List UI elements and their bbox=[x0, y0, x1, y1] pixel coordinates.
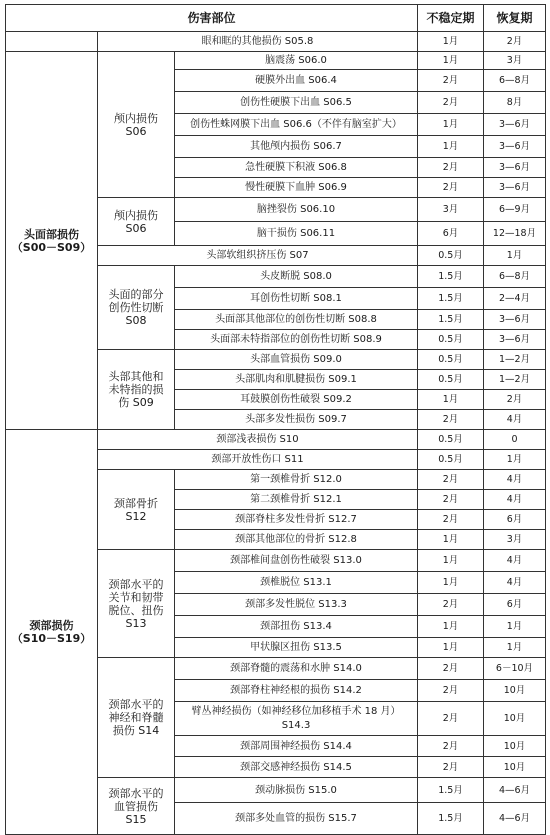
recovery-period: 3—6月 bbox=[484, 114, 546, 136]
header-recovery-period: 恢复期 bbox=[484, 5, 546, 32]
injury-name: 创伤性硬膜下出血 S06.5 bbox=[175, 92, 418, 114]
recovery-period: 6—8月 bbox=[484, 70, 546, 92]
injury-name: 头部肌肉和肌腱损伤 S09.1 bbox=[175, 370, 418, 390]
table-row bbox=[6, 52, 546, 70]
unstable-period: 1月 bbox=[418, 530, 484, 550]
recovery-period: 3—6月 bbox=[484, 178, 546, 198]
recovery-period: 6月 bbox=[484, 510, 546, 530]
injury-name: 脑干损伤 S06.11 bbox=[175, 222, 418, 246]
subgroup-line: 头部其他和 bbox=[108, 370, 164, 383]
recovery-period: 6—9月 bbox=[484, 198, 546, 222]
injury-name: 颈部其他部位的骨折 S12.8 bbox=[175, 530, 418, 550]
injury-name: 急性硬膜下积液 S06.8 bbox=[175, 158, 418, 178]
recovery-period: 4月 bbox=[484, 490, 546, 510]
table-header-row bbox=[6, 5, 546, 32]
unstable-period: 1.5月 bbox=[418, 310, 484, 330]
injury-name: 脑震荡 S06.0 bbox=[175, 52, 418, 70]
unstable-period: 2月 bbox=[418, 757, 484, 778]
recovery-period: 3月 bbox=[484, 52, 546, 70]
recovery-period: 3—6月 bbox=[484, 310, 546, 330]
injury-name: 颈部脊髓的震荡和水肿 S14.0 bbox=[175, 658, 418, 680]
unstable-period: 1月 bbox=[418, 550, 484, 572]
subgroup-s06-intracranial bbox=[98, 52, 175, 198]
unstable-period: 1月 bbox=[418, 114, 484, 136]
subgroup-s08-amputation bbox=[98, 266, 175, 350]
recovery-period: 10月 bbox=[484, 702, 546, 736]
injury-name: 头皮断脱 S08.0 bbox=[175, 266, 418, 288]
unstable-period: 2月 bbox=[418, 736, 484, 757]
unstable-period: 1月 bbox=[418, 616, 484, 638]
header-unstable-period: 不稳定期 bbox=[418, 5, 484, 32]
recovery-period: 4—6月 bbox=[484, 803, 546, 835]
subgroup-s12-fracture bbox=[98, 470, 175, 550]
unstable-period: 2月 bbox=[418, 594, 484, 616]
subgroup-line: 关节和韧带 bbox=[108, 590, 164, 604]
injury-period-table-document bbox=[5, 4, 546, 835]
unstable-period: 1月 bbox=[418, 638, 484, 658]
unstable-period: 1月 bbox=[418, 136, 484, 158]
subgroup-line: S15 bbox=[125, 812, 147, 826]
unstable-period: 0.5月 bbox=[418, 370, 484, 390]
subgroup-line: 血管损伤 bbox=[114, 799, 158, 813]
recovery-period: 4—6月 bbox=[484, 778, 546, 803]
unstable-period: 1.5月 bbox=[418, 288, 484, 310]
subgroup-line: 伤 S09 bbox=[118, 396, 154, 409]
subgroup-s13-dislocation bbox=[98, 550, 175, 658]
injury-name: 头面部未特指部位的创伤性切断 S08.9 bbox=[175, 330, 418, 350]
subgroup-line: 颈部骨折 bbox=[114, 496, 158, 510]
injury-name: 第一颈椎骨折 S12.0 bbox=[175, 470, 418, 490]
unstable-period: 2月 bbox=[418, 92, 484, 114]
unstable-period: 2月 bbox=[418, 490, 484, 510]
subgroup-line: 颅内损伤 bbox=[114, 111, 158, 125]
subgroup-s15-vascular bbox=[98, 778, 175, 835]
recovery-period: 2—4月 bbox=[484, 288, 546, 310]
unstable-period: 2月 bbox=[418, 410, 484, 430]
unstable-period: 2月 bbox=[418, 158, 484, 178]
recovery-period: 4月 bbox=[484, 550, 546, 572]
injury-name: 颈部交感神经损伤 S14.5 bbox=[175, 757, 418, 778]
recovery-period: 1—2月 bbox=[484, 350, 546, 370]
injury-name: 头面部其他部位的创伤性切断 S08.8 bbox=[175, 310, 418, 330]
recovery-period: 4月 bbox=[484, 572, 546, 594]
unstable-period: 1.5月 bbox=[418, 778, 484, 803]
recovery-period: 2月 bbox=[484, 32, 546, 52]
subgroup-line: 创伤性切断 bbox=[108, 301, 164, 314]
recovery-period: 1月 bbox=[484, 450, 546, 470]
recovery-period: 3—6月 bbox=[484, 330, 546, 350]
subgroup-line: S06 bbox=[125, 221, 147, 235]
unstable-period: 2月 bbox=[418, 510, 484, 530]
unstable-period: 0.5月 bbox=[418, 350, 484, 370]
subgroup-line: S08 bbox=[125, 314, 147, 327]
injury-name: 第二颈椎骨折 S12.1 bbox=[175, 490, 418, 510]
category-title: 颈部损伤 bbox=[29, 619, 74, 632]
subgroup-line: 未特指的损 bbox=[108, 383, 164, 396]
unstable-period: 0.5月 bbox=[418, 430, 484, 450]
subgroup-line: 损伤 S14 bbox=[112, 724, 160, 737]
subgroup-line: 头面的部分 bbox=[108, 288, 164, 301]
unstable-period: 1月 bbox=[418, 52, 484, 70]
unstable-period: 1月 bbox=[418, 32, 484, 52]
category-title: 头面部损伤 bbox=[24, 227, 79, 241]
unstable-period: 3月 bbox=[418, 198, 484, 222]
recovery-period: 6－10月 bbox=[484, 658, 546, 680]
unstable-period: 2月 bbox=[418, 178, 484, 198]
table-row bbox=[6, 430, 546, 450]
unstable-period: 1.5月 bbox=[418, 803, 484, 835]
injury-name: 耳鼓膜创伤性破裂 S09.2 bbox=[175, 390, 418, 410]
injury-name: 颈部开放性伤口 S11 bbox=[98, 450, 418, 470]
recovery-period: 3月 bbox=[484, 530, 546, 550]
recovery-period: 10月 bbox=[484, 736, 546, 757]
injury-name: 臂丛神经损伤（如神经移位加移植手术 18 月） S14.3 bbox=[175, 702, 418, 736]
injury-name: 眼和眶的其他损伤 S05.8 bbox=[98, 32, 418, 52]
subgroup-line: S12 bbox=[125, 509, 147, 523]
unstable-period: 1月 bbox=[418, 572, 484, 594]
table-row bbox=[6, 32, 546, 52]
blank-cell bbox=[6, 32, 98, 52]
injury-name: 耳创伤性切断 S08.1 bbox=[175, 288, 418, 310]
unstable-period: 2月 bbox=[418, 470, 484, 490]
unstable-period: 0.5月 bbox=[418, 450, 484, 470]
subgroup-line: 颅内损伤 bbox=[114, 208, 158, 222]
unstable-period: 2月 bbox=[418, 680, 484, 702]
injury-name: 创伤性蛛网膜下出血 S06.6（不伴有脑室扩大） bbox=[175, 114, 418, 136]
injury-name: 硬膜外出血 S06.4 bbox=[175, 70, 418, 92]
unstable-period: 0.5月 bbox=[418, 246, 484, 266]
injury-period-table bbox=[5, 4, 546, 835]
subgroup-s09-other-head bbox=[98, 350, 175, 430]
unstable-period: 2月 bbox=[418, 658, 484, 680]
injury-name: 颈部扭伤 S13.4 bbox=[175, 616, 418, 638]
recovery-period: 12—18月 bbox=[484, 222, 546, 246]
injury-name: 甲状腺区扭伤 S13.5 bbox=[175, 638, 418, 658]
subgroup-line: S13 bbox=[125, 616, 147, 630]
subgroup-line: 颈部水平的 bbox=[108, 698, 164, 711]
unstable-period: 2月 bbox=[418, 702, 484, 736]
category-head-injury bbox=[6, 52, 98, 430]
category-code-range: （S00－S09） bbox=[11, 240, 92, 254]
subgroup-s06-intracranial-2 bbox=[98, 198, 175, 246]
recovery-period: 3—6月 bbox=[484, 136, 546, 158]
injury-name: 慢性硬膜下血肿 S06.9 bbox=[175, 178, 418, 198]
injury-name: 颈部脊柱神经根的损伤 S14.2 bbox=[175, 680, 418, 702]
injury-name: 颈部多发性脱位 S13.3 bbox=[175, 594, 418, 616]
category-neck-injury bbox=[6, 430, 98, 835]
recovery-period: 3—6月 bbox=[484, 158, 546, 178]
recovery-period: 2月 bbox=[484, 390, 546, 410]
recovery-period: 8月 bbox=[484, 92, 546, 114]
recovery-period: 0 bbox=[484, 430, 546, 450]
injury-name: 其他颅内损伤 S06.7 bbox=[175, 136, 418, 158]
injury-name: 颈部椎间盘创伤性破裂 S13.0 bbox=[175, 550, 418, 572]
recovery-period: 4月 bbox=[484, 410, 546, 430]
recovery-period: 10月 bbox=[484, 757, 546, 778]
subgroup-s14-nerve-spinal bbox=[98, 658, 175, 778]
injury-name: 脑挫裂伤 S06.10 bbox=[175, 198, 418, 222]
recovery-period: 6—8月 bbox=[484, 266, 546, 288]
injury-name: 颈部多处血管的损伤 S15.7 bbox=[175, 803, 418, 835]
subgroup-line: 脱位、扭伤 bbox=[108, 603, 164, 617]
unstable-period: 1月 bbox=[418, 390, 484, 410]
recovery-period: 1月 bbox=[484, 638, 546, 658]
unstable-period: 2月 bbox=[418, 70, 484, 92]
injury-name: 颈动脉损伤 S15.0 bbox=[175, 778, 418, 803]
unstable-period: 1.5月 bbox=[418, 266, 484, 288]
unstable-period: 6月 bbox=[418, 222, 484, 246]
header-injury-site: 伤害部位 bbox=[6, 5, 418, 32]
injury-name: 颈部脊柱多发性骨折 S12.7 bbox=[175, 510, 418, 530]
recovery-period: 10月 bbox=[484, 680, 546, 702]
injury-name: 头部多发性损伤 S09.7 bbox=[175, 410, 418, 430]
category-code-range: （S10－S19） bbox=[11, 632, 92, 645]
injury-name: 颈部周围神经损伤 S14.4 bbox=[175, 736, 418, 757]
injury-name: 颈椎脱位 S13.1 bbox=[175, 572, 418, 594]
recovery-period: 6月 bbox=[484, 594, 546, 616]
recovery-period: 1月 bbox=[484, 246, 546, 266]
recovery-period: 1月 bbox=[484, 616, 546, 638]
injury-name: 头部软组织挤压伤 S07 bbox=[98, 246, 418, 266]
subgroup-line: 颈部水平的 bbox=[108, 577, 164, 591]
recovery-period: 1—2月 bbox=[484, 370, 546, 390]
subgroup-line: 神经和脊髓 bbox=[108, 711, 164, 724]
subgroup-line: 颈部水平的 bbox=[108, 786, 164, 800]
injury-name: 颈部浅表损伤 S10 bbox=[98, 430, 418, 450]
recovery-period: 4月 bbox=[484, 470, 546, 490]
injury-name: 头部血管损伤 S09.0 bbox=[175, 350, 418, 370]
unstable-period: 0.5月 bbox=[418, 330, 484, 350]
subgroup-line: S06 bbox=[125, 124, 147, 138]
